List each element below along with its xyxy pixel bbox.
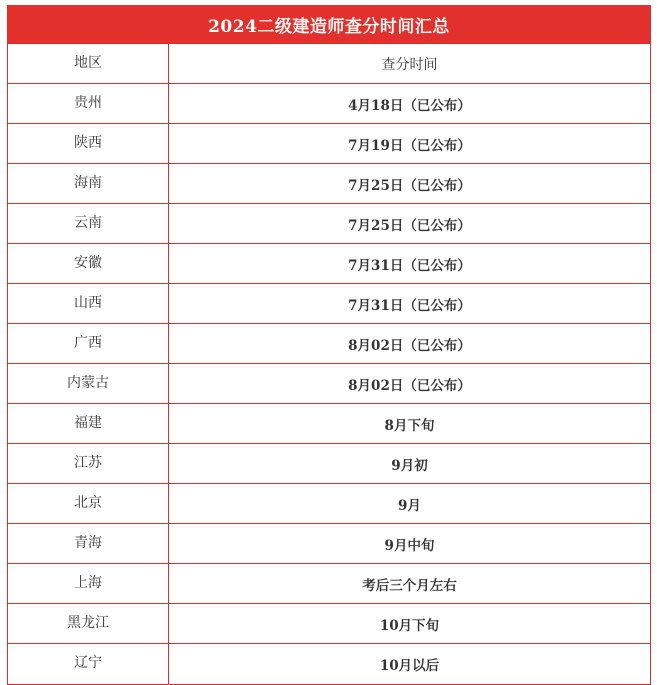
region-cell: 青海 — [8, 524, 169, 563]
region-cell: 山西 — [8, 284, 169, 323]
table-row — [8, 204, 650, 244]
region-cell: 江苏 — [8, 444, 169, 483]
table-header-row — [8, 44, 650, 84]
region-cell: 海南 — [8, 164, 169, 203]
query-time-cell: 8月02日（已公布） — [348, 377, 471, 394]
region-cell: 上海 — [8, 564, 169, 603]
table-row — [8, 644, 650, 684]
table-row — [8, 604, 650, 644]
region-cell: 广西 — [8, 324, 169, 363]
table-row — [8, 404, 650, 444]
header-query-time: 查分时间 — [381, 56, 438, 73]
query-time-cell: 7月25日（已公布） — [348, 177, 471, 194]
table-row — [8, 324, 650, 364]
region-cell: 辽宁 — [8, 644, 169, 684]
region-cell: 云南 — [8, 204, 169, 243]
table-row — [8, 244, 650, 284]
query-time-cell: 8月02日（已公布） — [348, 337, 471, 354]
table-body — [8, 84, 650, 684]
table-title: 2024二级建造师查分时间汇总 — [8, 5, 650, 44]
region-cell: 陕西 — [8, 124, 169, 163]
query-time-cell: 10月下旬 — [379, 617, 440, 634]
table-row — [8, 564, 650, 604]
query-time-cell: 8月下旬 — [384, 417, 435, 434]
query-time-cell: 考后三个月左右 — [362, 577, 457, 594]
region-cell: 贵州 — [8, 84, 169, 123]
table-row — [8, 524, 650, 564]
query-time-cell: 7月31日（已公布） — [348, 257, 471, 274]
query-time-cell: 9月 — [398, 497, 421, 514]
region-cell: 黑龙江 — [8, 604, 169, 643]
query-time-cell: 9月中旬 — [384, 537, 435, 554]
query-time-cell: 7月19日（已公布） — [348, 137, 471, 154]
table-row — [8, 284, 650, 324]
region-cell: 内蒙古 — [8, 364, 169, 403]
header-region: 地区 — [8, 44, 169, 83]
table-row — [8, 364, 650, 404]
table-row — [8, 84, 650, 124]
region-cell: 安徽 — [8, 244, 169, 283]
query-time-cell: 9月初 — [391, 457, 428, 474]
table-row — [8, 164, 650, 204]
table-row — [8, 444, 650, 484]
score-query-table — [7, 5, 651, 685]
region-cell: 北京 — [8, 484, 169, 523]
table-row — [8, 124, 650, 164]
region-cell: 福建 — [8, 404, 169, 443]
query-time-cell: 7月25日（已公布） — [348, 217, 471, 234]
query-time-cell: 10月以后 — [379, 658, 440, 674]
query-time-cell: 7月31日（已公布） — [348, 297, 471, 314]
table-row — [8, 484, 650, 524]
query-time-cell: 4月18日（已公布） — [348, 97, 471, 114]
